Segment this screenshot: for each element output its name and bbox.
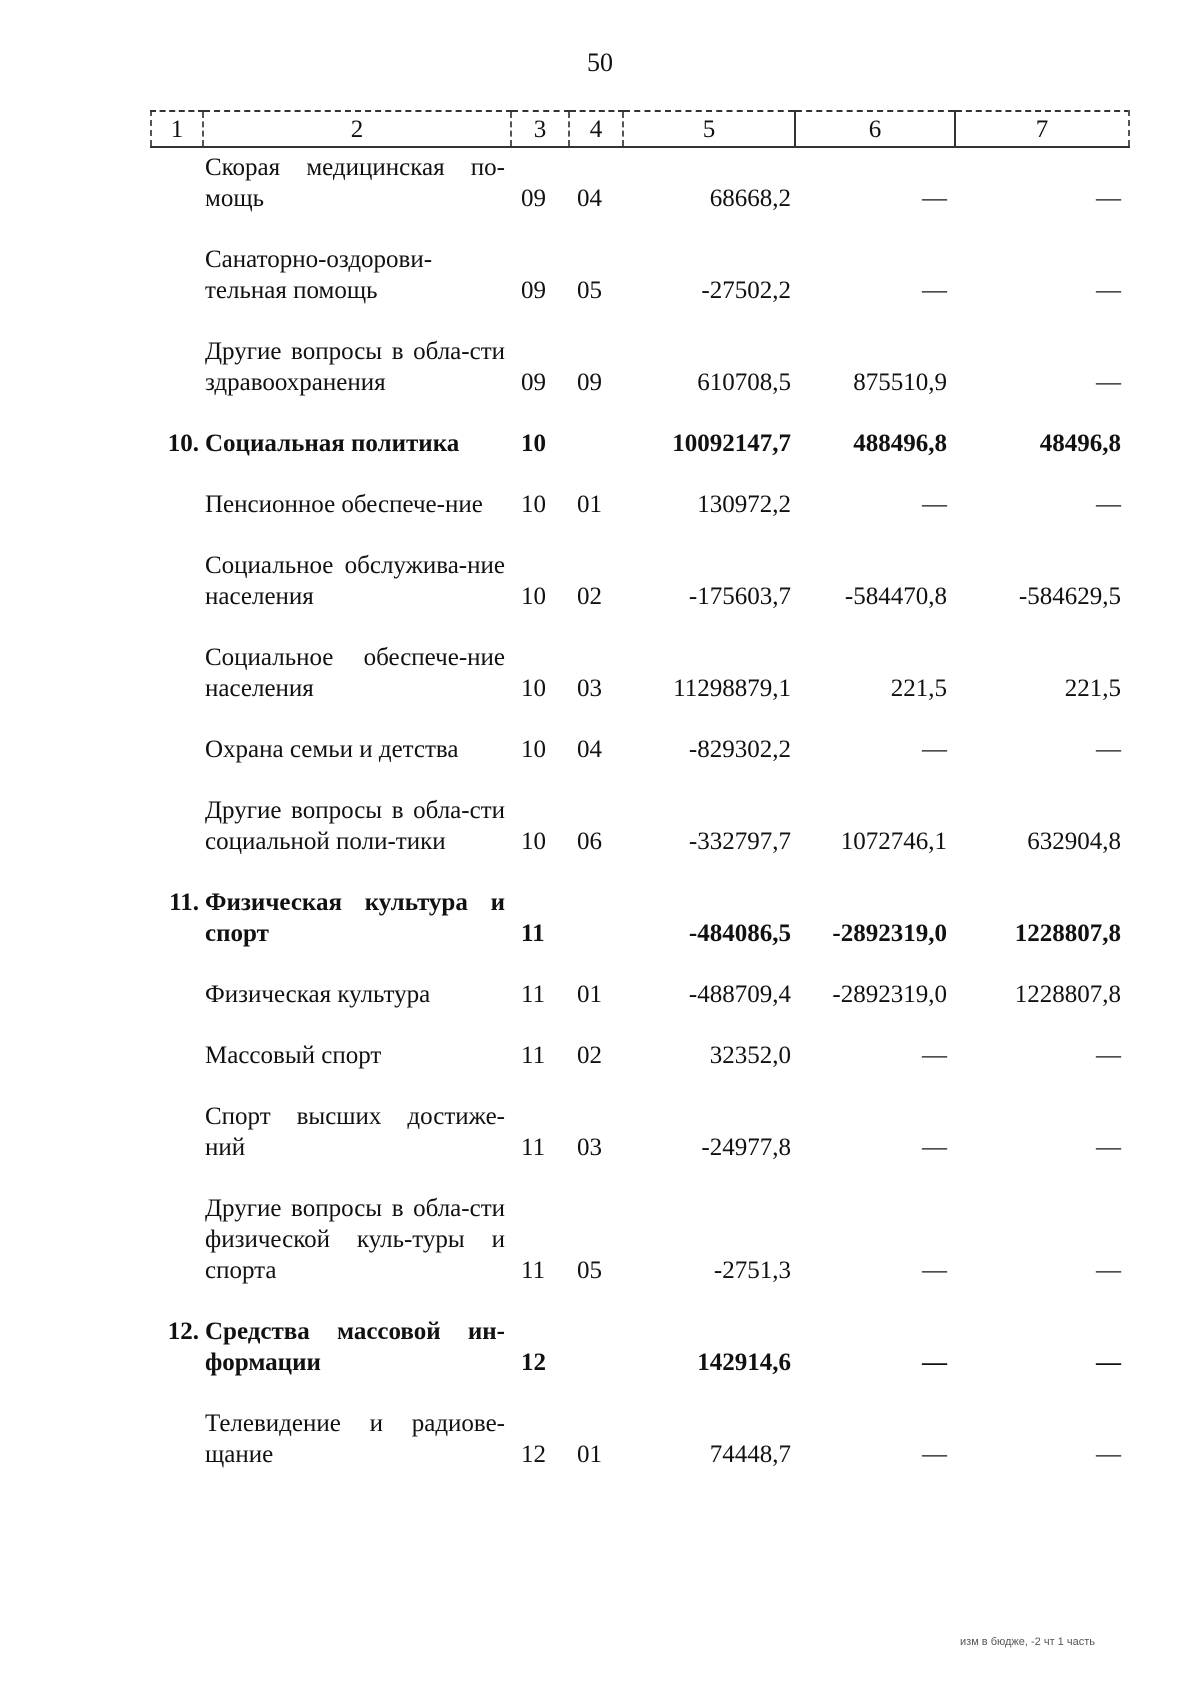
row-code-section: 11: [521, 920, 545, 947]
row-index: [151, 1165, 203, 1288]
header-col-3: 3: [511, 111, 569, 147]
row-code-section: 10: [521, 430, 546, 457]
row-index: [151, 767, 203, 859]
row-value-col6: 875510,9: [853, 369, 947, 396]
row-value-col5: 32352,0: [709, 1042, 791, 1069]
row-code-section: 11: [521, 981, 546, 1008]
table-row: [151, 614, 1129, 706]
row-code-section: 12: [521, 1441, 546, 1468]
row-value-col6: -2892319,0: [832, 920, 947, 947]
header-col-5: 5: [623, 111, 795, 147]
row-code-subsection: 03: [577, 675, 602, 702]
row-code-subsection: [569, 400, 623, 461]
budget-table-wrapper: [150, 110, 1128, 1472]
row-code-subsection: 01: [577, 1441, 602, 1468]
row-value-col7: 632904,8: [1027, 828, 1121, 855]
row-index: [151, 522, 203, 614]
row-index: [151, 706, 203, 767]
row-code-section: 12: [521, 1349, 546, 1376]
row-value-col7: —: [1096, 1042, 1121, 1069]
row-label: Другие вопросы в обла-сти здравоохранения: [205, 338, 505, 396]
row-value-col7: —: [1096, 277, 1121, 304]
row-label: Спорт высших достиже-ний: [205, 1103, 505, 1161]
row-label: Телевидение и радиове-щание: [205, 1410, 505, 1468]
row-value-col6: -2892319,0: [832, 981, 947, 1008]
row-label: Социальное обслужива-ние населения: [205, 552, 505, 610]
header-row: [151, 111, 1129, 147]
row-value-col5: 130972,2: [697, 491, 791, 518]
row-value-col6: -584470,8: [844, 583, 947, 610]
row-index: [151, 1073, 203, 1165]
row-code-section: 11: [521, 1042, 546, 1069]
row-value-col6: —: [922, 1042, 947, 1069]
table-body: [151, 147, 1129, 1472]
row-value-col7: —: [1096, 369, 1121, 396]
row-label: Санаторно-оздорови-тельная помощь: [205, 246, 433, 304]
table-row: [151, 1165, 1129, 1288]
row-value-col5: 610708,5: [697, 369, 791, 396]
row-value-col5: -829302,2: [688, 736, 791, 763]
row-index: [151, 308, 203, 400]
row-label: Пенсионное обеспече-ние: [205, 491, 483, 518]
row-index: [151, 147, 203, 216]
row-code-section: 09: [521, 277, 546, 304]
row-code-subsection: 03: [577, 1134, 602, 1161]
row-value-col5: 74448,7: [709, 1441, 791, 1468]
row-code-subsection: 05: [577, 277, 602, 304]
row-code-subsection: 05: [577, 1257, 602, 1284]
row-code-section: 11: [521, 1257, 546, 1284]
table-row: [151, 706, 1129, 767]
row-code-subsection: 06: [577, 828, 602, 855]
table-row: [151, 767, 1129, 859]
table-row: [151, 522, 1129, 614]
row-value-col6: —: [922, 1257, 947, 1284]
table-row: [151, 1012, 1129, 1073]
row-code-subsection: 02: [577, 1042, 602, 1069]
row-value-col6: 221,5: [890, 675, 947, 702]
row-label: Массовый спорт: [205, 1042, 382, 1069]
row-code-subsection: [569, 859, 623, 951]
row-label: Другие вопросы в обла-сти социальной поли-тики: [205, 797, 505, 855]
row-value-col6: —: [922, 1349, 947, 1376]
header-col-4: 4: [569, 111, 623, 147]
row-code-subsection: 04: [577, 736, 602, 763]
row-value-col7: —: [1096, 736, 1121, 763]
table-row: [151, 147, 1129, 216]
row-value-col6: 1072746,1: [840, 828, 947, 855]
row-label: Охрана семьи и детства: [205, 736, 459, 763]
row-index: [151, 461, 203, 522]
row-index: 11.: [169, 889, 199, 916]
row-value-col5: -332797,7: [688, 828, 791, 855]
row-code-section: 09: [521, 185, 546, 212]
row-value-col6: —: [922, 1441, 947, 1468]
row-label: Другие вопросы в обла-сти физической куль-туры и спорта: [205, 1195, 505, 1284]
row-code-section: 10: [521, 675, 546, 702]
row-code-section: 10: [521, 828, 546, 855]
row-value-col5: -27502,2: [701, 277, 791, 304]
row-code-subsection: 02: [577, 583, 602, 610]
row-value-col7: —: [1096, 491, 1121, 518]
row-value-col6: —: [922, 736, 947, 763]
row-value-col5: -488709,4: [688, 981, 791, 1008]
row-value-col7: —: [1096, 185, 1121, 212]
row-code-section: 09: [521, 369, 546, 396]
row-value-col5: 142914,6: [697, 1349, 791, 1376]
row-code-subsection: 09: [577, 369, 602, 396]
table-row: [151, 1380, 1129, 1472]
row-index: 10.: [167, 430, 199, 457]
row-value-col7: 1228807,8: [1014, 920, 1121, 947]
header-col-7: 7: [955, 111, 1129, 147]
row-index: [151, 1012, 203, 1073]
row-code-section: 10: [521, 491, 546, 518]
table-row: [151, 951, 1129, 1012]
row-code-subsection: 04: [577, 185, 602, 212]
row-index: [151, 1380, 203, 1472]
row-value-col7: 48496,8: [1039, 430, 1121, 457]
table-row: [151, 308, 1129, 400]
row-value-col6: —: [922, 185, 947, 212]
table-section-row: [151, 859, 1129, 951]
row-code-section: 11: [521, 1134, 546, 1161]
row-value-col7: —: [1096, 1441, 1121, 1468]
row-code-section: 10: [521, 583, 546, 610]
header-col-1: 1: [151, 111, 203, 147]
row-code-subsection: [569, 1288, 623, 1380]
row-value-col7: —: [1096, 1257, 1121, 1284]
row-label: Скорая медицинская по-мощь: [205, 154, 505, 212]
row-value-col7: -584629,5: [1018, 583, 1121, 610]
row-value-col5: 11298879,1: [673, 675, 791, 702]
row-index: [151, 951, 203, 1012]
row-value-col6: 488496,8: [853, 430, 947, 457]
budget-table: [150, 110, 1130, 1472]
row-index: 12.: [167, 1318, 199, 1345]
row-value-col5: 68668,2: [709, 185, 791, 212]
header-col-6: 6: [795, 111, 955, 147]
row-value-col6: —: [922, 277, 947, 304]
footer-note: изм в бюдже, -2 чт 1 часть: [960, 1636, 1095, 1648]
table-row: [151, 1073, 1129, 1165]
table-header: [151, 111, 1129, 147]
row-index: [151, 216, 203, 308]
row-label: Социальная политика: [205, 430, 460, 457]
row-code-section: 10: [521, 736, 546, 763]
row-label: Физическая культура и спорт: [205, 889, 505, 947]
row-value-col7: —: [1096, 1134, 1121, 1161]
table-section-row: [151, 1288, 1129, 1380]
row-value-col5: -484086,5: [688, 920, 791, 947]
row-value-col5: 10092147,7: [672, 430, 791, 457]
header-col-2: 2: [203, 111, 511, 147]
table-section-row: [151, 400, 1129, 461]
row-value-col5: -2751,3: [713, 1257, 791, 1284]
row-value-col7: 1228807,8: [1014, 981, 1121, 1008]
row-code-subsection: 01: [577, 981, 602, 1008]
row-index: [151, 614, 203, 706]
row-value-col5: -175603,7: [688, 583, 791, 610]
row-code-subsection: 01: [577, 491, 602, 518]
row-value-col6: —: [922, 491, 947, 518]
table-row: [151, 216, 1129, 308]
row-value-col6: —: [922, 1134, 947, 1161]
row-value-col7: 221,5: [1064, 675, 1121, 702]
row-label: Средства массовой ин-формации: [205, 1318, 505, 1376]
row-label: Социальное обеспече-ние населения: [205, 644, 505, 702]
row-value-col5: -24977,8: [701, 1134, 791, 1161]
row-label: Физическая культура: [205, 981, 431, 1008]
page-number: 50: [587, 48, 613, 77]
table-row: [151, 461, 1129, 522]
row-value-col7: —: [1096, 1349, 1121, 1376]
